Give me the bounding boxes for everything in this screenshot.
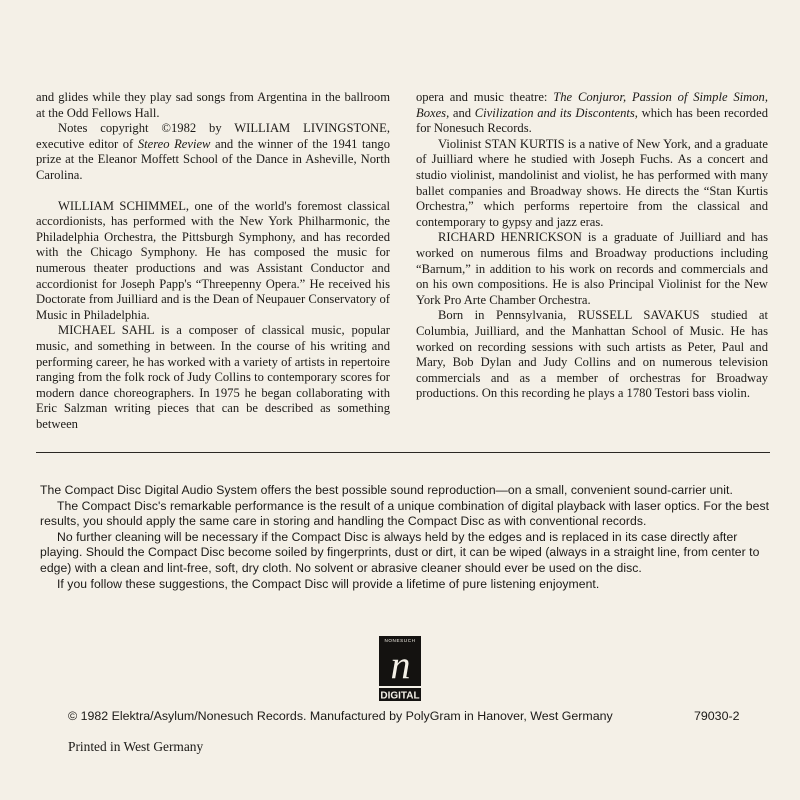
- cd-notice-paragraph: No further cleaning will be necessary if the Compact Disc is always held by the edges and is replaced in its case directly after playing. Should the Compact Disc become soiled by fingerprints, dust or dirt, it can be wiped (always in a straight line, from center to edge) with a clean and lint-free, soft, dry cloth. No solvent or abrasive cleaner should ever be used on the disc.: [40, 529, 760, 575]
- left-column-paragraph: [36, 90, 390, 121]
- text-run: MICHAEL SAHL is a composer of classical music, popular music, and something in between. In the course of his writing and performing career, he has worked with a variety of artists in repertoire ranging from the folk rock of Judy Collins to contemporary scores for modern dance choreographers. In 1975 he began collaborating with Eric Salzman writing pieces that can be described as something between: [36, 323, 390, 431]
- printed-in-text: Printed in West Germany: [68, 739, 204, 754]
- nonesuch-logo-icon: [378, 636, 422, 702]
- text-run: and: [449, 105, 475, 120]
- catalog-number: 79030-2: [694, 709, 740, 723]
- text-run: , which has been recorded for Nonesuch Records.: [416, 105, 768, 136]
- right-column-paragraph: [416, 137, 768, 231]
- left-column: [36, 90, 390, 432]
- text-run: opera and music theatre:: [416, 90, 554, 104]
- cd-notice-paragraph: The Compact Disc Digital Audio System offers the best possible sound reproduction—on a small, convenient sound-carrier unit.: [40, 483, 733, 497]
- italic-title: Stereo Review: [137, 136, 211, 151]
- text-run: WILLIAM SCHIMMEL, one of the world's foremost classical accordionists, has performed with the New York Philharmonic, the Philadelphia Orchestra, the Pittsburgh Symphony, and has recorded with the Chicago Symphony. He has composed the music for numerous theater productions and was Assistant Conductor and accordionist for Joseph Papp's “Threepenny Opera.” He received his Doctorate from Juilliard and is the Dean of Neupauer Conservatory of Music in Philadelphia.: [36, 198, 390, 322]
- italic-title: The Conjuror, Passion of Simple Simon, Boxes,: [416, 90, 768, 120]
- text-run: and glides while they play sad songs from Argentina in the ballroom at the Odd Fellows Hall.: [36, 90, 390, 120]
- cd-notice-paragraph: The Compact Disc's remarkable performance is the result of a unique combination of digital playback with laser optics. For the best results, you should apply the same care in storing and handling the Compact Disc as with conventional records.: [40, 498, 770, 529]
- cd-care-notice: [40, 483, 774, 592]
- text-run: and the winner of the 1941 tango prize at the Eleanor Moffett School of the Dance in Asheville, North Carolina.: [36, 136, 390, 182]
- logo-top-text: NONESUCH: [384, 638, 416, 644]
- right-column-paragraph: [416, 230, 768, 308]
- text-run: RICHARD HENRICKSON is a graduate of Juilliard and has worked on numerous films and Broadway productions including “Barnum,” in addition to his work on records and commercials and on his own compositions. He is also Principal Violinist for the New York Pro Arte Chamber Orchestra.: [416, 230, 768, 307]
- left-column-paragraph: [36, 121, 390, 183]
- right-column: [416, 90, 768, 402]
- italic-title: Civilization and its Discontents: [474, 105, 635, 120]
- text-run: Violinist STAN KURTIS is a native of New York, and a graduate of Juilliard where he studied with Joseph Fuchs. As a concert and studio violinist, mandolinist and violist, he has performed with many ballet companies and Broadway shows. He directs the “Stan Kurtis Orchestra,” which performs repertoire from the classical and contemporary to gypsy and jazz eras.: [416, 136, 768, 229]
- cd-notice-paragraph: If you follow these suggestions, the Compact Disc will provide a lifetime of pure listening enjoyment.: [57, 576, 600, 591]
- logo-letter: n: [390, 642, 411, 687]
- right-column-paragraph: [416, 308, 768, 402]
- left-column-paragraph: [36, 323, 390, 432]
- text-run: Notes copyright ©1982 by WILLIAM LIVINGSTONE, executive editor of: [36, 121, 390, 151]
- right-column-paragraph: [416, 90, 768, 137]
- footer: [68, 709, 768, 723]
- copyright-text: © 1982 Elektra/Asylum/Nonesuch Records. Manufactured by PolyGram in Hanover, West Germany: [68, 709, 613, 723]
- logo-digital-text: DIGITAL: [380, 690, 420, 702]
- left-column-paragraph: [36, 199, 390, 324]
- text-run: Born in Pennsylvania, RUSSELL SAVAKUS studied at Columbia, Juilliard, and the Manhattan School of Music. He has worked on recording sessions with such artists as Peter, Paul and Mary, Bob Dylan and Judy Collins and on numerous television commercials and as a member of orchestras for Broadway productions. On this recording he plays a 1780 Testori bass violin.: [416, 308, 768, 401]
- section-divider: [36, 452, 770, 453]
